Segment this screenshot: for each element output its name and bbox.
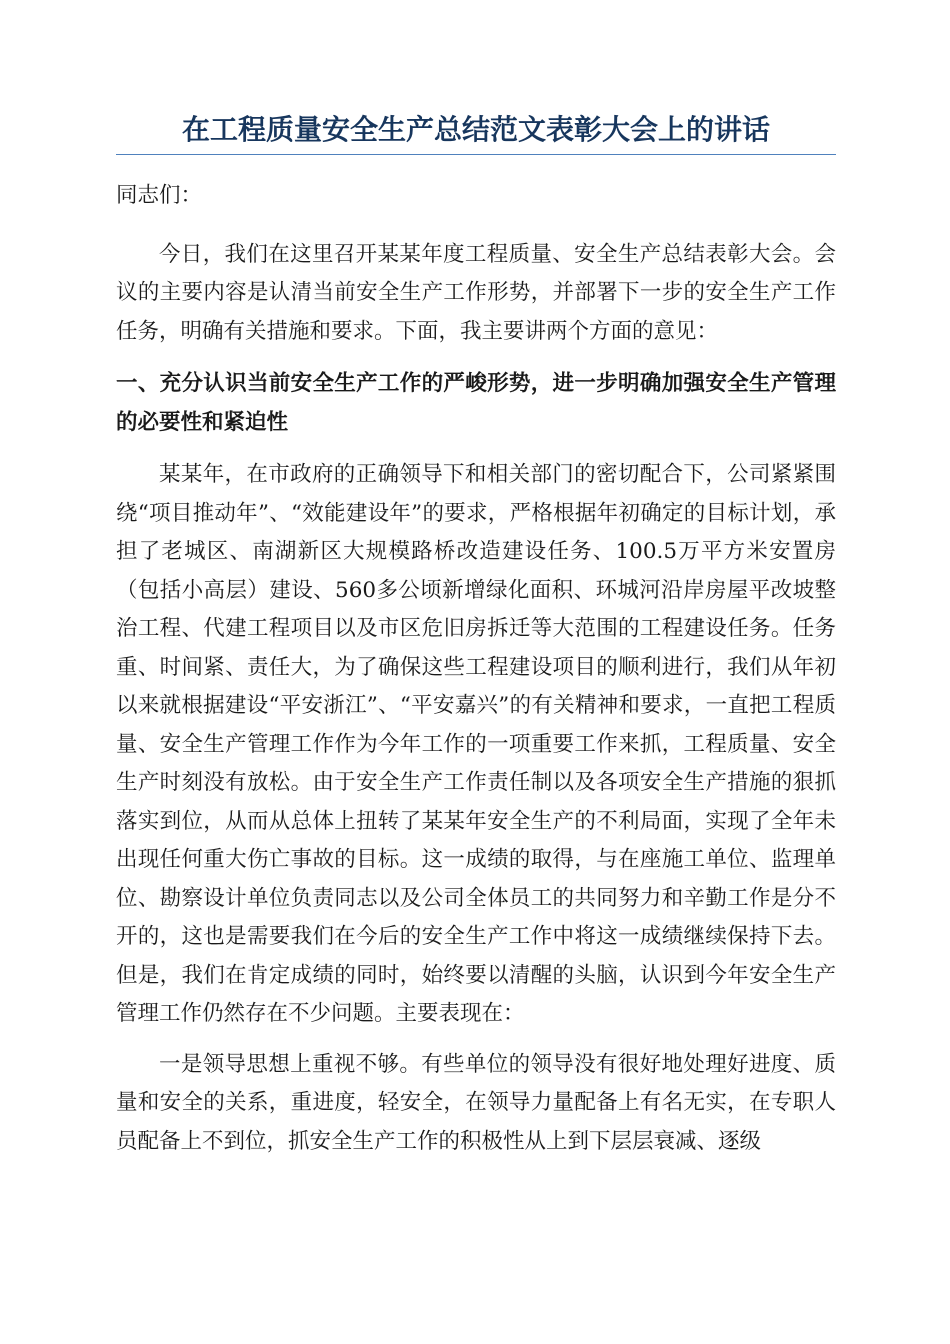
salutation: 同志们： — [116, 183, 203, 208]
document-page — [116, 110, 836, 1161]
section-heading-1: 一、充分认识当前安全生产工作的严峻形势，进一步明确加强安全生产管理的必要性和紧迫性 — [116, 371, 836, 435]
document-title: 在工程质量安全生产总结范文表彰大会上的讲话 — [116, 110, 836, 155]
paragraph-problem-1: 一是领导思想上重视不够。有些单位的领导没有很好地处理好进度、质量和安全的关系，重进度，轻安全，在领导力量配备上有名无实，在专职人员配备上不到位，抓安全生产工作的积极性从上到下层层衰减、逐级 — [116, 1051, 836, 1154]
paragraph-achievements: 某某年，在市政府的正确领导下和相关部门的密切配合下，公司紧紧围绕“项目推动年”、“效能建设年”的要求，严格根据年初确定的目标计划，承担了老城区、南湖新区大规模路桥改造建设任务、100.5万平方米安置房（包括小高层）建设、560多公顷新增绿化面积、环城河沿岸房屋平改坡整治工程、代建工程项目以及市区危旧房拆迁等大范围的工程建设任务。任务重、时间紧、责任大，为了确保这些工程建设项目的顺利进行，我们从年初以来就根据建设“平安浙江”、“平安嘉兴”的有关精神和要求，一直把工程质量、安全生产管理工作作为今年工作的一项重要工作来抓，工程质量、安全生产时刻没有放松。由于安全生产工作责任制以及各项安全生产措施的狠抓落实到位，从而从总体上扭转了某某年安全生产的不利局面，实现了全年未出现任何重大伤亡事故的目标。这一成绩的取得，与在座施工单位、监理单位、勘察设计单位负责同志以及公司全体员工的共同努力和辛勤工作是分不开的，这也是需要我们在今后的安全生产工作中将这一成绩继续保持下去。但是，我们在肯定成绩的同时，始终要以清醒的头脑，认识到今年安全生产管理工作仍然存在不少问题。主要表现在： — [116, 462, 836, 1026]
paragraph-intro: 今日，我们在这里召开某某年度工程质量、安全生产总结表彰大会。会议的主要内容是认清当前安全生产工作形势，并部署下一步的安全生产工作任务，明确有关措施和要求。下面，我主要讲两个方面的意见： — [116, 241, 836, 344]
